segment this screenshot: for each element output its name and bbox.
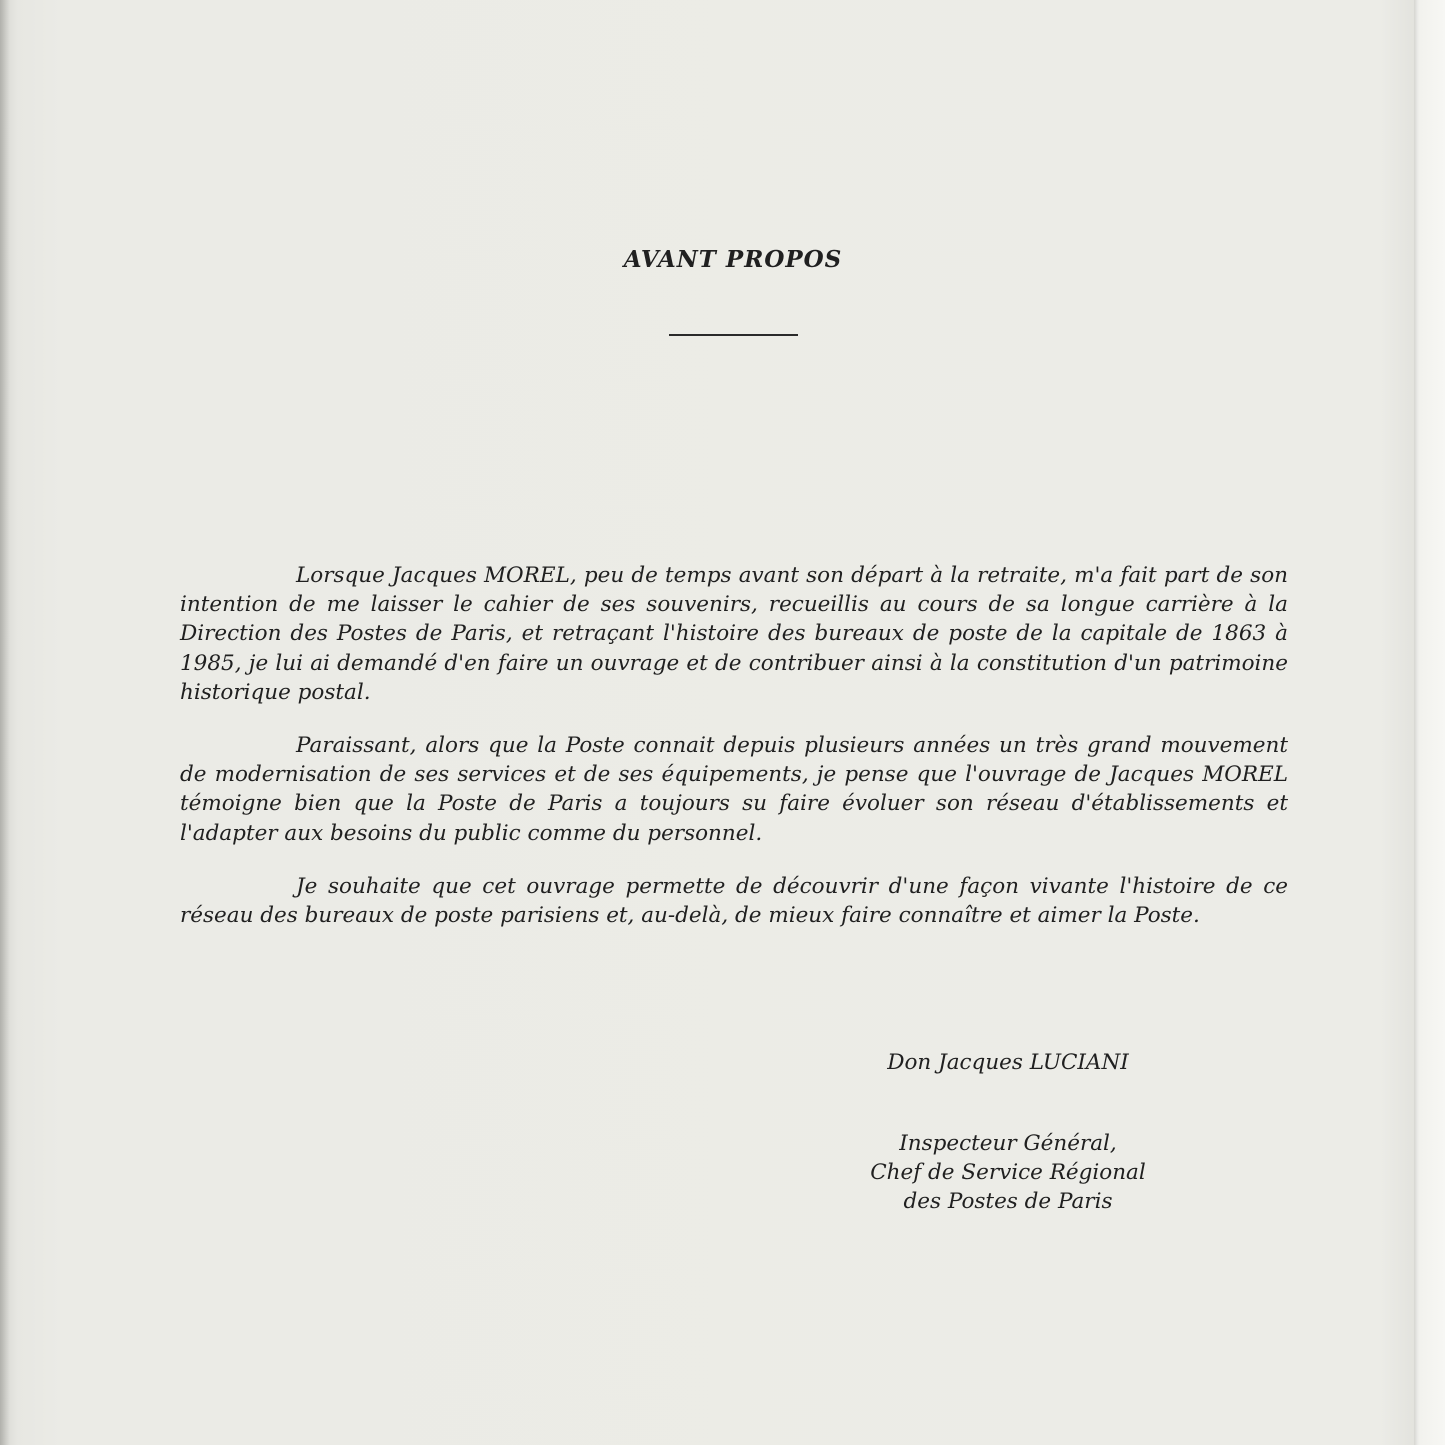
signatory-name: Don Jacques LUCIANI <box>887 1050 1129 1075</box>
page-title: AVANT PROPOS <box>623 246 843 273</box>
signatory-role-line-3: des Postes de Paris <box>903 1189 1113 1214</box>
signatory-role-line-1: Inspecteur Général, <box>899 1131 1117 1156</box>
foreword-body <box>180 561 1288 954</box>
paragraph-2: Paraissant, alors que la Poste connait depuis plusieurs années un très grand mouvement de modernisation de ses services et de ses équipements, je pense que l'ouvrage de Jacques MOREL témoigne bien que la Poste de Paris a toujours su faire évoluer son réseau d'établissements et l'adapter aux besoins du public comme du personnel. <box>180 733 1288 846</box>
signatory-role-line-2: Chef de Service Régional <box>870 1160 1146 1185</box>
title-underline-rule <box>669 334 798 336</box>
paragraph-1: Lorsque Jacques MOREL, peu de temps avant son départ à la retraite, m'a fait part de son intention de me laisser le cahier de ses souvenirs, recueillis au cours de sa longue carrière à la Direction des Postes de Paris, et retraçant l'histoire des bureaux de poste de la capitale de 1863 à 1985, je lui ai demandé d'en faire un ouvrage et de contribuer ainsi à la constitution d'un patrimoine historique postal. <box>180 563 1288 705</box>
signature-block <box>780 1048 1236 1216</box>
paragraph-3: Je souhaite que cet ouvrage permette de découvrir d'une façon vivante l'histoire de ce réseau des bureaux de poste parisiens et, au-delà, de mieux faire connaître et aimer la Poste. <box>180 873 1288 929</box>
page-edge <box>1414 0 1418 1445</box>
